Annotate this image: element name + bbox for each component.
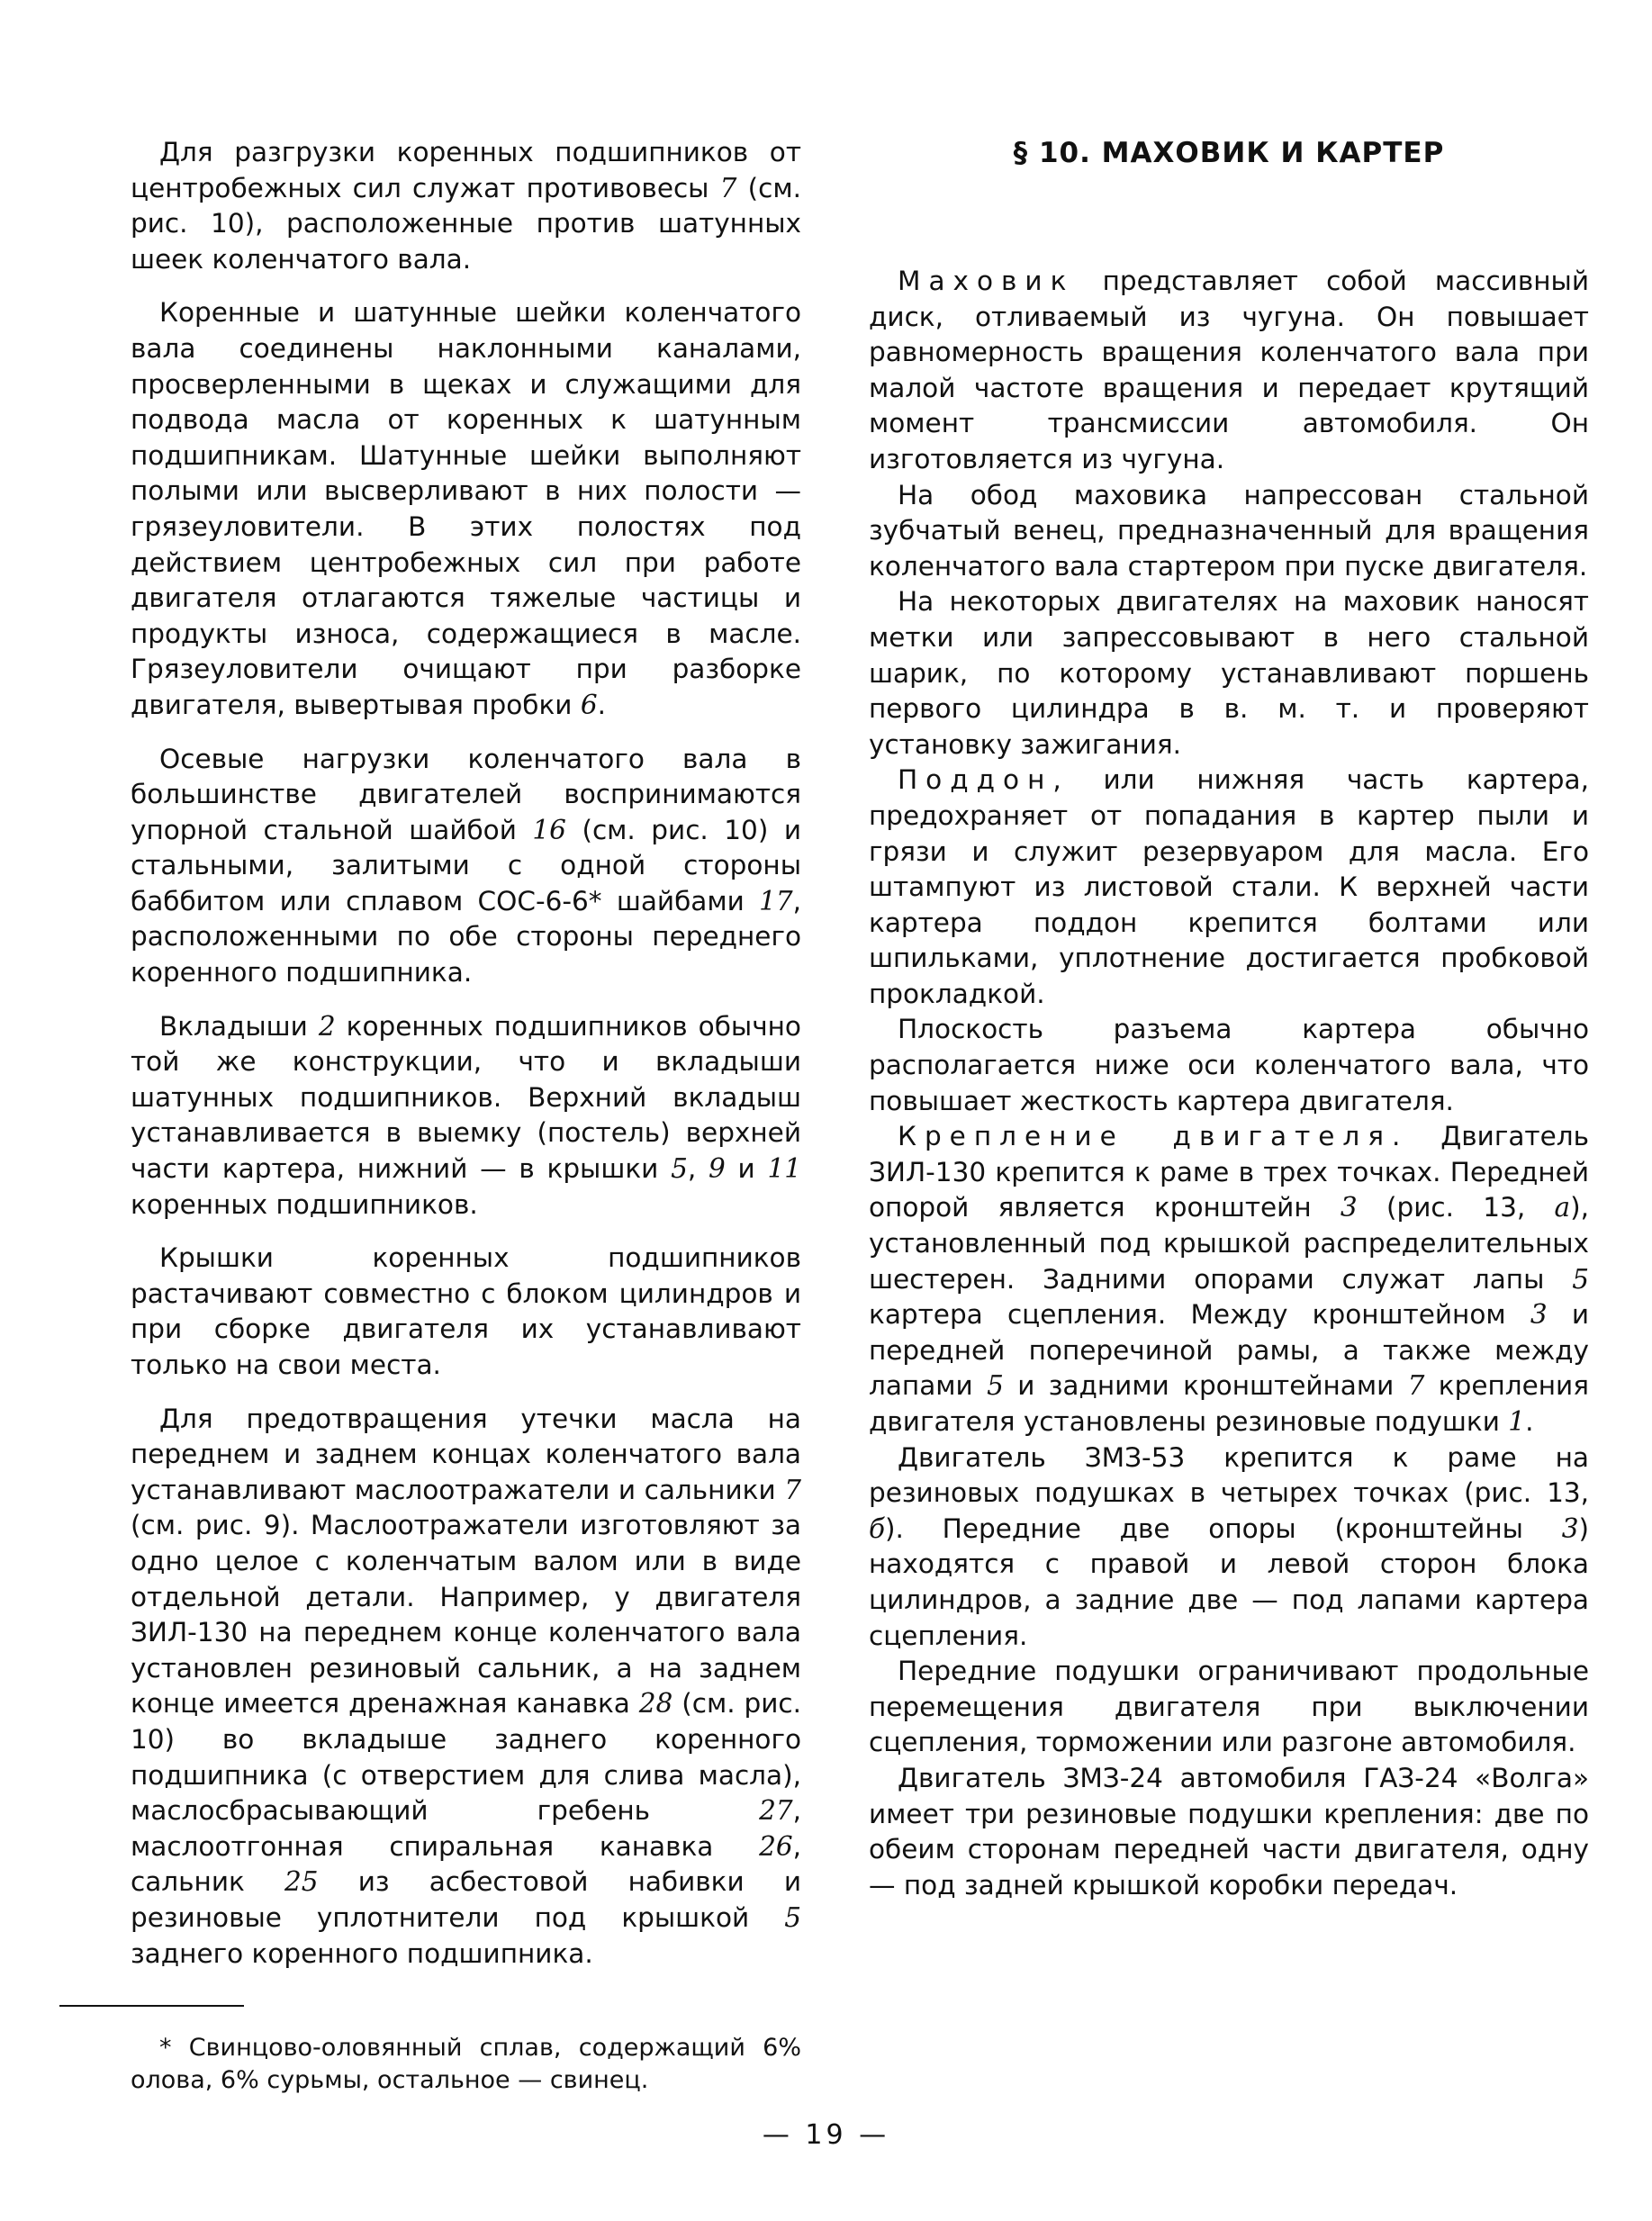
paragraph-zmz53: Двигатель ЗМЗ-53 крепится к раме на резиновых подушках в четырех точках (рис. 13, б). Передние две опоры (кронштейны 3) находятся с правой и левой сторон блока цилиндров, а задние две — под лапами картера сцепления. (869, 1441, 1589, 1651)
term-oil-pan: Поддон (898, 764, 1053, 796)
paragraph-oil-seals: Для предотвращения утечки масла на переднем и заднем концах коленчатого вала устанавливают маслоотражатели и сальники 7 (см. рис. 9). Маслоотражатели изготовляют за одно целое с коленчатым валом или в виде отдельной детали. Например, у двигателя ЗИЛ-130 на переднем конце коленчатого вала установлен резиновый сальник, а на заднем конце имеется дренажная канавка 28 (см. рис. 10) во вкладыше заднего коренного подшипника (с отверстием для слива масла), маслосбрасывающий гребень 27, маслоотгонная спиральная канавка 26, сальник 25 из асбестовой набивки и резиновые уплотнители под крышкой 5 заднего коренного подшипника. (131, 1403, 802, 1969)
paragraph-axial-loads: Осевые нагрузки коленчатого вала в большинстве двигателей воспринимаются упорной стальной шайбой 16 (см. рис. 10) и стальными, залитыми с одной стороны баббитом или сплавом СОС-6-6* шайбами 17, расположенными по обе стороны переднего коренного подшипника. (131, 743, 801, 989)
section-heading: § 10. МАХОВИК И КАРТЕР (1013, 137, 1445, 169)
paragraph-front-mounts: Передние подушки ограничивают продольные перемещения двигателя при выключении сцепления, торможении или разгоне автомобиля. (869, 1656, 1589, 1758)
paragraph-ring-gear: На обод маховика напрессован стальной зубчатый венец, предназначенный для вращения коленчатого вала стартером при пуске двигателя. (869, 479, 1589, 582)
page-number: — 19 — (762, 2119, 890, 2151)
paragraph-timing-marks: На некоторых двигателях на маховик наносят метки или запрессовывают в него стальной шарик, по которому устанавливают поршень первого цилиндра в в. м. т. и проверяют установку зажигания. (869, 586, 1589, 760)
paragraph-zmz24: Двигатель ЗМЗ-24 автомобиля ГАЗ-24 «Волга» имеет три резиновые подушки крепления: две по обеим сторонам передней части двигателя, одну — под задней крышкой коробки передач. (869, 1762, 1589, 1900)
paragraph-engine-mounting: Крепление двигателя. Двигатель ЗИЛ-130 крепится к раме в трех точках. Передней опорой является кронштейн 3 (рис. 13, а), установленный под крышкой распределительных шестерен. Задними опорами служат лапы 5 картера сцепления. Между кронштейном 3 и передней поперечиной рамы, а также между лапами 5 и задними кронштейнами 7 крепления двигателя установлены резиновые подушки 1. (869, 1121, 1589, 1437)
right-column (869, 135, 1589, 1903)
paragraph-split-plane: Плоскость разъема картера обычно располагается ниже оси коленчатого вала, что повышает жесткость картера двигателя. (869, 1014, 1589, 1116)
paragraph-flywheel: Маховик представляет собой массивный диск, отливаемый из чугуна. Он повышает равномерность вращения коленчатого вала при малой частоте вращения и передает крутящий момент трансмиссии автомобиля. Он изготовляется из чугуна. (869, 266, 1589, 474)
paragraph-counterweights: Для разгрузки коренных подшипников от центробежных сил служат противовесы 7 (см. рис. 10), расположенные против шатунных шеек коленчатого вала. (131, 137, 801, 275)
paragraph-oil-pan: Поддон, или нижняя часть картера, предохраняет от попадания в картер пыли и грязи и служит резервуаром для масла. Его штампуют из листовой стали. К верхней части картера поддон крепится болтами или шпильками, уплотнение достигается пробковой прокладкой. (869, 764, 1589, 1009)
term-flywheel: Маховик (898, 266, 1075, 296)
footnote-divider (59, 2005, 244, 2007)
footnote: * Свинцово-оловянный сплав, содержащий 6% олова, 6% сурьмы, остальное — свинец. (131, 2034, 801, 2094)
paragraph-bearing-caps: Крышки коренных подшипников растачивают совместно с блоком цилиндров и при сборке двигателя их устанавливают только на свои места. (131, 1242, 801, 1380)
paragraph-oil-channels: Коренные и шатунные шейки коленчатого вала соединены наклонными каналами, просверленными в щеках и служащими для подвода масла от коренных к шатунным подшипникам. Шатунные шейки выполняют полыми или высверливают в них полости — грязеуловители. В этих полостях под действием центробежных сил при работе двигателя отлагаются тяжелые частицы и продукты износа, содержащиеся в масле. Грязеуловители очищают при разборке двигателя, вывертывая пробки 6. (131, 297, 801, 720)
paragraph-bearing-shells: Вкладыши 2 коренных подшипников обычно той же конструкции, что и вкладыши шатунных подшипников. Верхний вкладыш устанавливается в выемку (постель) верхней части картера, нижний — в крышки 5, 9 и 11 коренных подшипников. (131, 1010, 801, 1220)
left-column (131, 135, 801, 1972)
term-engine-mounting: Крепление двигателя (898, 1121, 1393, 1152)
